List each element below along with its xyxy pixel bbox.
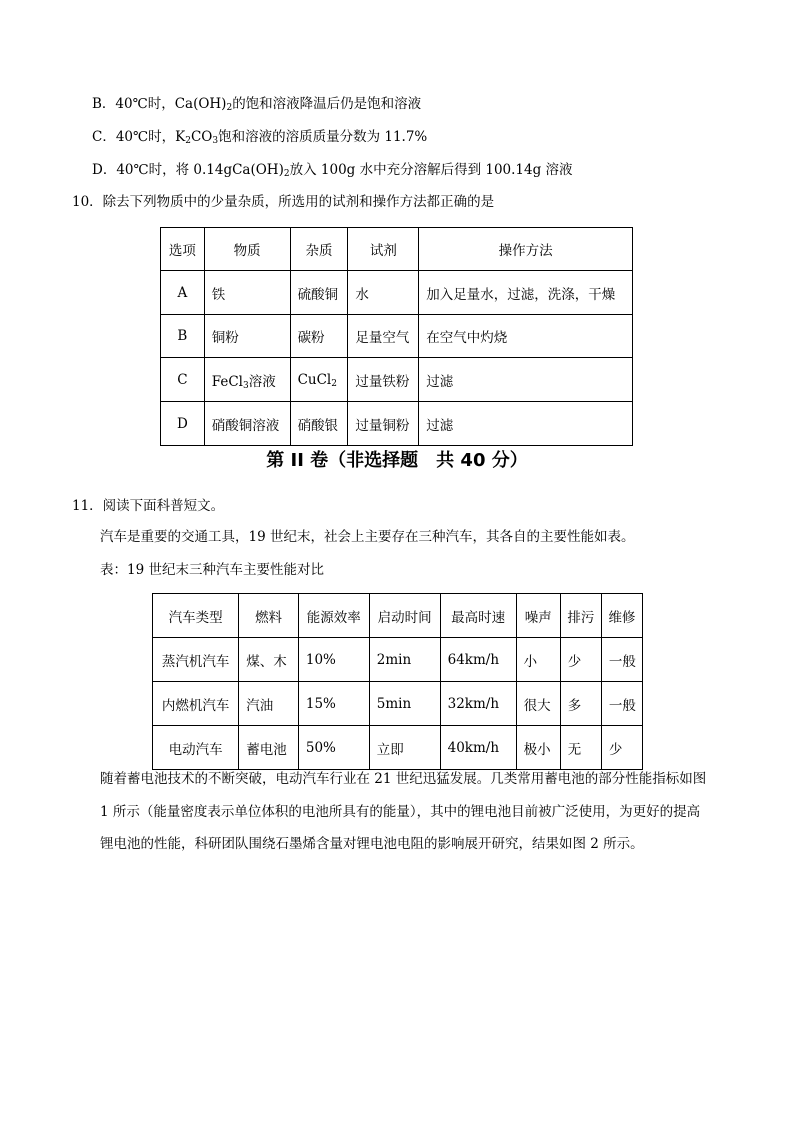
table-row [161, 358, 633, 402]
q11-header-cell: 维修 [601, 594, 642, 638]
impurity-cell: 硝酸银 [290, 402, 348, 446]
q10-table [160, 227, 633, 446]
q11-header-cell: 燃料 [239, 594, 299, 638]
table-cell: 15% [298, 682, 369, 726]
q11-header-cell: 汽车类型 [153, 594, 239, 638]
q10-header-cell: 杂质 [290, 228, 348, 271]
table-cell: 汽油 [239, 682, 299, 726]
table-cell: 32km/h [440, 682, 516, 726]
q10-header-cell: 选项 [161, 228, 205, 271]
table-cell: 64km/h [440, 638, 516, 682]
impurity-cell: CuCl$_2$ [290, 358, 348, 402]
reagent-cell: 水 [348, 271, 419, 315]
substance-cell: 铜粉 [204, 315, 290, 358]
table-cell: 蒸汽机汽车 [153, 638, 239, 682]
section-title: 第 II 卷（非选择题 共 40 分） [266, 450, 528, 471]
method-cell: 加入足量水，过滤，洗涤，干燥 [419, 271, 633, 315]
table-row [161, 402, 633, 446]
q11-table [152, 593, 643, 770]
table-cell: 少 [560, 638, 601, 682]
table-cell: 40km/h [440, 726, 516, 770]
table-row [161, 315, 633, 358]
q10-stem: 10．除去下列物质中的少量杂质，所选用的试剂和操作方法都正确的是 [72, 194, 495, 210]
table-row [153, 726, 643, 770]
impurity-cell: 碳粉 [290, 315, 348, 358]
substance-cell: 硝酸铜溶液 [204, 402, 290, 446]
table-row [153, 638, 643, 682]
q11-table-caption: 表：19 世纪末三种汽车主要性能对比 [100, 562, 324, 578]
impurity-cell: 硫酸铜 [290, 271, 348, 315]
q11-paragraph-2-line-2: 1 所示（能量密度表示单位体积的电池所具有的能量），其中的锂电池目前被广泛使用，为更好的提高 [100, 804, 701, 820]
table-cell: 内燃机汽车 [153, 682, 239, 726]
q11-header-row [153, 594, 643, 638]
substance-cell: FeCl$_3$溶液 [204, 358, 290, 402]
table-cell: 煤、木 [239, 638, 299, 682]
table-row [153, 682, 643, 726]
q10-header-cell: 操作方法 [419, 228, 633, 271]
option-cell: C [161, 358, 205, 402]
q9-option-c: C．40℃时，$K_2CO_3$饱和溶液的溶质质量分数为 11.7% [92, 129, 428, 146]
table-cell: 50% [298, 726, 369, 770]
option-cell: B [161, 315, 205, 358]
table-cell: 10% [298, 638, 369, 682]
table-cell: 无 [560, 726, 601, 770]
table-cell: 5min [369, 682, 440, 726]
table-cell: 立即 [369, 726, 440, 770]
table-cell: 小 [516, 638, 560, 682]
table-cell: 多 [560, 682, 601, 726]
reagent-cell: 足量空气 [348, 315, 419, 358]
q11-header-cell: 能源效率 [298, 594, 369, 638]
option-cell: D [161, 402, 205, 446]
q11-paragraph-2-line-3: 锂电池的性能，科研团队围绕石墨烯含量对锂电池电阻的影响展开研究，结果如图 2 所示。 [100, 836, 644, 852]
q10-header-row [161, 228, 633, 271]
table-cell: 少 [601, 726, 642, 770]
table-cell: 极小 [516, 726, 560, 770]
reagent-cell: 过量铁粉 [348, 358, 419, 402]
q11-header-cell: 排污 [560, 594, 601, 638]
table-cell: 电动汽车 [153, 726, 239, 770]
reagent-cell: 过量铜粉 [348, 402, 419, 446]
q11-stem: 11．阅读下面科普短文。 [72, 498, 225, 514]
q10-header-cell: 试剂 [348, 228, 419, 271]
q11-header-cell: 启动时间 [369, 594, 440, 638]
table-cell: 2min [369, 638, 440, 682]
q11-paragraph-2-line-1: 随着蓄电池技术的不断突破，电动汽车行业在 21 世纪迅猛发展。几类常用蓄电池的部分性能指标如图 [100, 771, 707, 787]
substance-cell: 铁 [204, 271, 290, 315]
q9-option-d: D．40℃时，将 $0.14gCa(OH)_2$放入 100g 水中充分溶解后得到 100.14g 溶液 [92, 162, 573, 179]
table-cell: 蓄电池 [239, 726, 299, 770]
q11-header-cell: 噪声 [516, 594, 560, 638]
table-row [161, 271, 633, 315]
q9-option-b: B．40℃时，$Ca(OH)_2$的饱和溶液降温后仍是饱和溶液 [92, 96, 422, 113]
q10-header-cell: 物质 [204, 228, 290, 271]
q11-paragraph-1: 汽车是重要的交通工具，19 世纪末，社会上主要存在三种汽车，其各自的主要性能如表。 [100, 529, 635, 545]
table-cell: 很大 [516, 682, 560, 726]
option-cell: A [161, 271, 205, 315]
method-cell: 过滤 [419, 358, 633, 402]
method-cell: 过滤 [419, 402, 633, 446]
table-cell: 一般 [601, 682, 642, 726]
method-cell: 在空气中灼烧 [419, 315, 633, 358]
q11-header-cell: 最高时速 [440, 594, 516, 638]
table-cell: 一般 [601, 638, 642, 682]
